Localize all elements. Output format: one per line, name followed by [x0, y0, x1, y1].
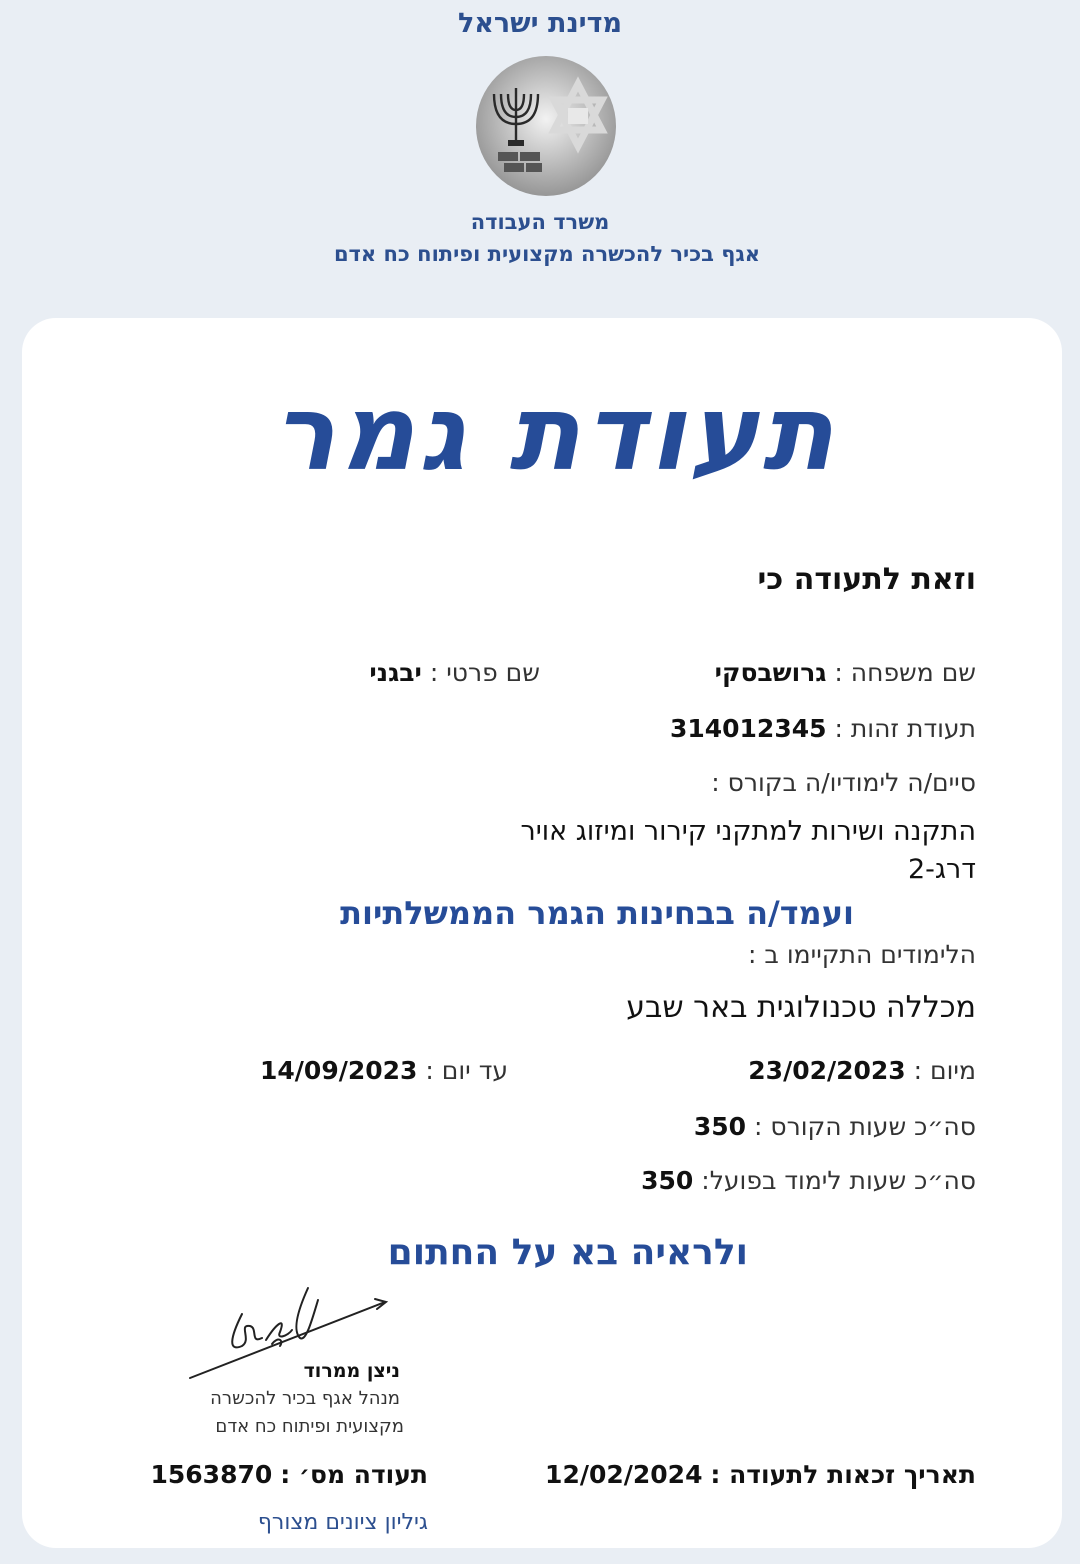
certificate-card — [22, 318, 1062, 1548]
course-hours-value: 350 — [693, 1112, 747, 1141]
actual-hours-row — [641, 1166, 976, 1195]
certificate-header — [0, 0, 1080, 330]
ministry-name: משרד העבודה — [470, 210, 610, 234]
study-place-value: מכללה טכנולוגית באר שבע — [626, 990, 976, 1025]
to-date-value: 14/09/2023 — [260, 1056, 418, 1085]
first-name-value: יבגני — [369, 658, 422, 687]
id-row — [670, 714, 976, 743]
country-name: מדינת ישראל — [457, 8, 623, 39]
signer-role-line1: מנהל אגף בכיר להכשרה — [210, 1388, 400, 1409]
from-date-row — [748, 1056, 976, 1085]
certificate-number-label: תעודה מס׳ : — [280, 1460, 428, 1489]
state-emblem-icon — [474, 54, 618, 198]
to-date-label: עד יום : — [425, 1056, 508, 1085]
study-place-label: הלימודים התקיימו ב : — [748, 940, 976, 969]
from-date-value: 23/02/2023 — [748, 1056, 906, 1085]
course-name-line1: התקנה ושירות למתקני קירור ומיזוג אויר — [520, 816, 976, 847]
id-label: תעודת זהות : — [834, 714, 976, 743]
certificate-title: תעודת גמר — [272, 372, 838, 494]
actual-hours-value: 350 — [641, 1166, 694, 1195]
signer-name: ניצן ממרוד — [303, 1360, 400, 1382]
first-name-label: שם פרטי : — [429, 658, 540, 687]
actual-hours-label: סה״כ שעות לימוד בפועל: — [701, 1166, 976, 1195]
last-name-row — [715, 658, 976, 687]
id-value: 314012345 — [669, 714, 827, 743]
eligibility-row — [545, 1460, 976, 1489]
to-date-row — [260, 1056, 508, 1085]
grades-sheet-note: גיליון ציונים מצורף — [257, 1510, 428, 1535]
from-date-label: מיום : — [913, 1056, 976, 1085]
eligibility-date: 12/02/2024 — [545, 1460, 703, 1489]
eligibility-label: תאריך זכאות לתעודה : — [710, 1460, 976, 1489]
course-name-line2: דרג-2 — [907, 854, 976, 885]
certificate-number-value: 1563870 — [150, 1460, 273, 1489]
closing-text: ולראיה בא על החתום — [387, 1232, 748, 1273]
course-label: סיים/ה לימודיו/ה בקורס : — [711, 768, 976, 797]
last-name-value: גרושבסקי — [714, 658, 827, 687]
last-name-label: שם משפחה : — [834, 658, 976, 687]
division-name: אגף בכיר להכשרה מקצועית ופיתוח כח אדם — [333, 242, 761, 266]
course-hours-row — [694, 1112, 976, 1141]
passed-exams-text: ועמד/ה בבחינות הגמר הממשלתיות — [340, 894, 854, 932]
signer-role-line2: מקצועית ופיתוח כח אדם — [215, 1416, 404, 1437]
first-name-row — [369, 658, 540, 687]
intro-text: וזאת לתעודה כי — [757, 562, 976, 597]
certificate-number-row — [151, 1460, 429, 1489]
course-hours-label: סה״כ שעות הקורס : — [754, 1112, 976, 1141]
